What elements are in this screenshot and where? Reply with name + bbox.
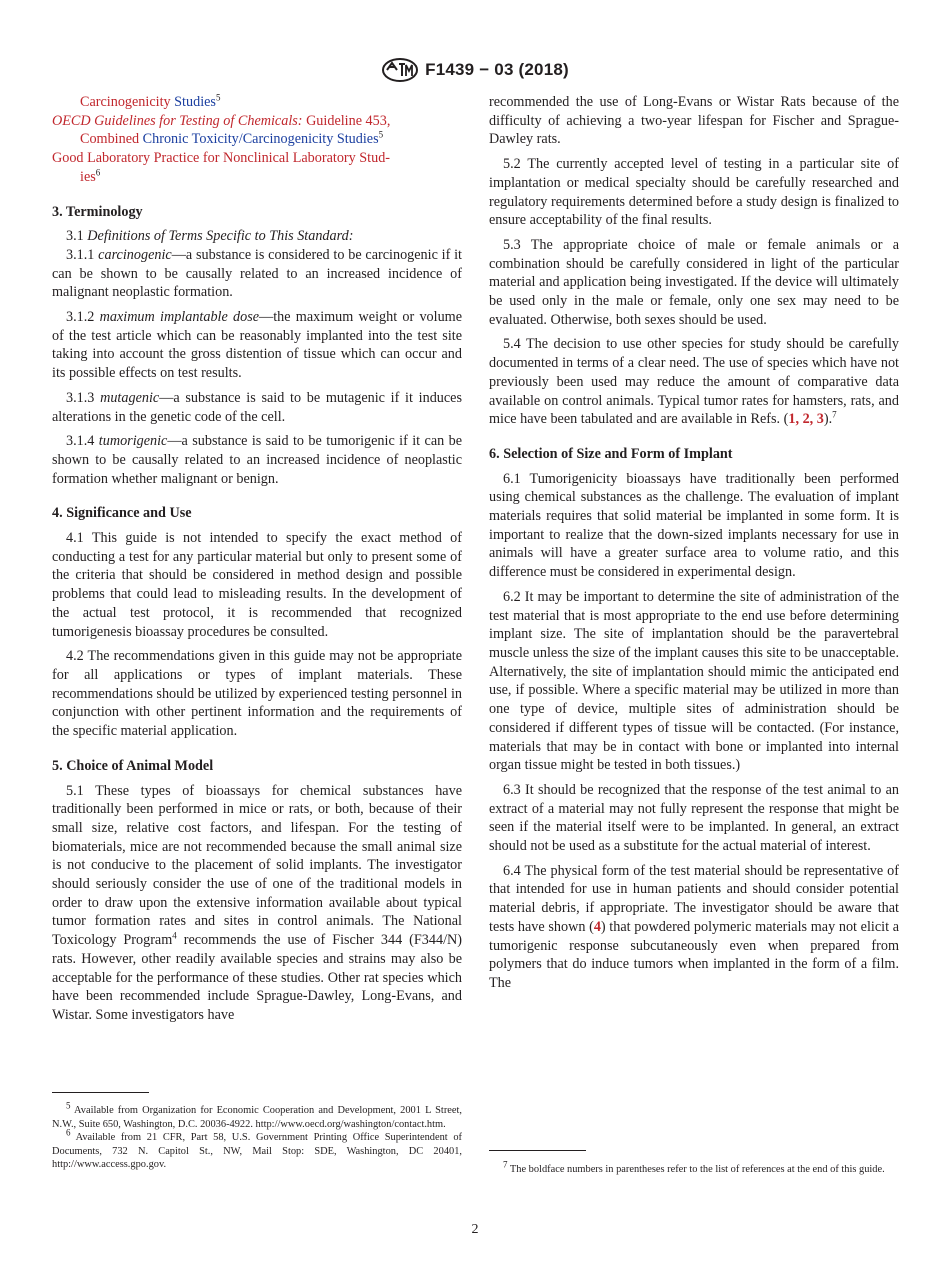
ref-text: Guideline 453,: [302, 112, 391, 129]
ref-title: OECD Guidelines for Testing of Chemicals:: [52, 112, 303, 129]
page-number: 2: [471, 1222, 479, 1237]
footnote-6: $^6$ Available from 21 CFR, Part 58, U.S. Government Printing Office Superintendent of Documents, 732 N. Capitol St., NW, Mail Stop: SDE, Washington, DC 20401, http://www.access.gpo.gov.: [52, 1127, 462, 1171]
section-heading-terminology: 3. Terminology: [52, 203, 143, 220]
left-column: [52, 93, 462, 1031]
paragraph-3-1: 3.1 Definitions of Terms Specific to This Standard:: [66, 228, 354, 245]
ref-text: Combined: [80, 131, 143, 148]
paragraph-6-2: 6.2 It may be important to determine the site of administration of the test material that is most appropriate to the end use before determining implant size. The site of implantation should be the paravertebral muscle unless the size of the implant causes this site to be unacceptable. Alternatively, the site of implantation should mimic the anticipated end use, if possible. Where a specific material may be utilized in more than one type of device, multiple sites of administration should be considered if different types of tissue will be contacted. (For instance, materials that may be in contact with bone or implanted into internal organ tissue might be tested in both tissues.): [489, 588, 899, 774]
footnote-marker: 5: [378, 129, 384, 140]
ref-text: ies: [80, 168, 96, 185]
reference-glp-cont: [52, 168, 462, 187]
paragraph-6-4: 6.4 The physical form of the test material should be representative of that intended for use in human patients and should consider potential material debris, if appropriate. The investigator should be aware that tests have shown (4) that powdered polymeric materials may not elicit a tumorigenic response subcutaneously even when prepared from polymers that do induce tumors when implanted in the form of a film. The: [489, 862, 899, 991]
paragraph-5-3: 5.3 The appropriate choice of male or female animals or a combination should be carefully considered in light of the particular material and application being investigated. If the device will ultimately be used only in the male or female, only one sex may need to be evaluated. Otherwise, both sexes should be used.: [489, 236, 899, 328]
reference-link-4[interactable]: 4: [593, 918, 601, 935]
reference-link-3[interactable]: 3: [816, 411, 824, 428]
paragraph-6-1: 6.1 Tumorigenicity bioassays have traditionally been performed using chemical substances as the challenge. The evaluation of implant materials requires that solid material be implanted in some form. It is important to realize that the down-sized implants necessary for use in animals will have a greater surface area to volume ratio, and this difference must be considered in experimental design.: [489, 470, 899, 581]
paragraph-5-1: 5.1 These types of bioassays for chemical substances have traditionally been performed in mice or rats, or both, because of their small size, relative cost factors, and lifespan. For the testing of biomaterials, mice are not recommended because the small animal size is not conducive to the placement of solid implants. The investigator should seriously consider the use of one of the traditional models in order to draw upon the extensive information available about typical tumor formation rates and sites in control animals. The National Toxicology Program$^4$ recommends the use of Fischer 344 (F344/N) rats. However, other readily available species and strains may also be acceptable for the performance of these studies. Other rat species which have been recommended include Sprague-Dawley, Long-Evans, and Wistar. Some investigators have: [52, 782, 462, 1023]
footnote-5: $^5$ Available from Organization for Economic Cooperation and Development, 2001 L Street, N.W., Suite 650, Washington, D.C. 20036-4922. http://www.oecd.org/washington/contact.htm.: [52, 1100, 462, 1130]
paragraph-4-2: 4.2 The recommendations given in this guide may not be appropriate for all applications or types of implant materials. These recommendations should be utilized by experienced testing personnel in conjunction with other pertinent information and the requirements of the specific material application.: [52, 648, 462, 740]
reference-carcinogenicity: [52, 93, 462, 112]
page-header: [0, 57, 950, 83]
reference-list: [52, 93, 462, 187]
section-heading-implant-size: 6. Selection of Size and Form of Implant: [489, 445, 733, 462]
paragraph-4-1: 4.1 This guide is not intended to specify the exact method of conducting a test for any particular material but only to present some of the criteria that should be considered in method design and possible problems that could lead to misleading results. In the development of the actual test protocol, it is recommended that recognized tumorigenesis bioassay procedures be consulted.: [52, 530, 462, 640]
footnote-rule: [52, 1092, 149, 1093]
ref-link[interactable]: Chronic Toxicity/Carcinogenicity Studies: [142, 131, 379, 148]
footnotes-left: [52, 1100, 462, 1172]
footnote-marker: 7: [832, 409, 837, 420]
ref-text: Carcinogenicity: [80, 94, 171, 110]
footnote-marker: 5: [215, 92, 221, 103]
ref-link[interactable]: Studies: [174, 94, 216, 110]
reference-link-2[interactable]: 2: [802, 411, 810, 428]
paragraph-3-1-2: 3.1.2 maximum implantable dose—the maximum weight or volume of the test article which can be reasonably implanted into the test site taking into account the gross distention of tissue which can occur and its possible effects on test results.: [52, 309, 463, 382]
section-heading-significance: 4. Significance and Use: [52, 505, 192, 522]
section-heading-animal-model: 5. Choice of Animal Model: [52, 757, 214, 774]
reference-oecd-cont: [52, 130, 462, 149]
reference-glp: [52, 149, 462, 168]
ref-text: Good Laboratory Practice for Nonclinical Laboratory Stud-: [52, 150, 391, 167]
paragraph-5-4: 5.4 The decision to use other species for study should be carefully documented in terms of a clear need. The use of species which have not previously been used may reduce the amount of comparative data available on control animals. Typical tumor rates for hamsters, rats, and mice have been tabulated and are available in Refs. (1, 2, 3).$^7$: [489, 336, 899, 428]
paragraph-3-1-3: 3.1.3 mutagenic—a substance is said to be mutagenic if it induces alterations in the genetic code of the cell.: [52, 389, 462, 425]
footnote-marker: 4: [172, 930, 177, 941]
paragraph-6-3: 6.3 It should be recognized that the response of the test animal to an extract of a material may not fully represent the response that might be seen if the material itself were to be implanted. In general, an extract should not be used as a substitute for the actual material of interest.: [489, 781, 899, 855]
reference-oecd: [52, 112, 462, 131]
reference-link-1[interactable]: 1: [788, 411, 796, 428]
paragraph-3-1-1: 3.1.1 carcinogenic—a substance is considered to be carcinogenic if it can be shown to be causally related to an increased incidence of malignant neoplastic formation.: [52, 246, 462, 301]
paragraph-5-2: 5.2 The currently accepted level of testing in a particular site of implantation or medical specialty should be carefully researched and regulatory requirements determined before a study design is finalized to ensure acceptability of the final results.: [489, 156, 899, 229]
footnote-marker: 6: [95, 167, 101, 178]
footnote-rule: [489, 1150, 586, 1151]
paragraph-3-1-4: 3.1.4 tumorigenic—a substance is said to be tumorigenic if it can be shown to be causally related to an increased incidence of neoplastic formation whether malignant or benign.: [52, 433, 463, 487]
paragraph-5-1-continued: recommended the use of Long-Evans or Wistar Rats because of the difficulty of achieving a two-year lifespan for Fischer and Sprague-Dawley rats.: [489, 94, 899, 148]
footnotes-right: [489, 1159, 899, 1177]
footnote-7: $^7$ The boldface numbers in parentheses refer to the list of references at the end of this guide.: [503, 1159, 885, 1175]
right-column: [489, 93, 899, 999]
document-id: F1439 − 03 (2018): [425, 60, 569, 79]
astm-logo-icon: [381, 57, 419, 83]
